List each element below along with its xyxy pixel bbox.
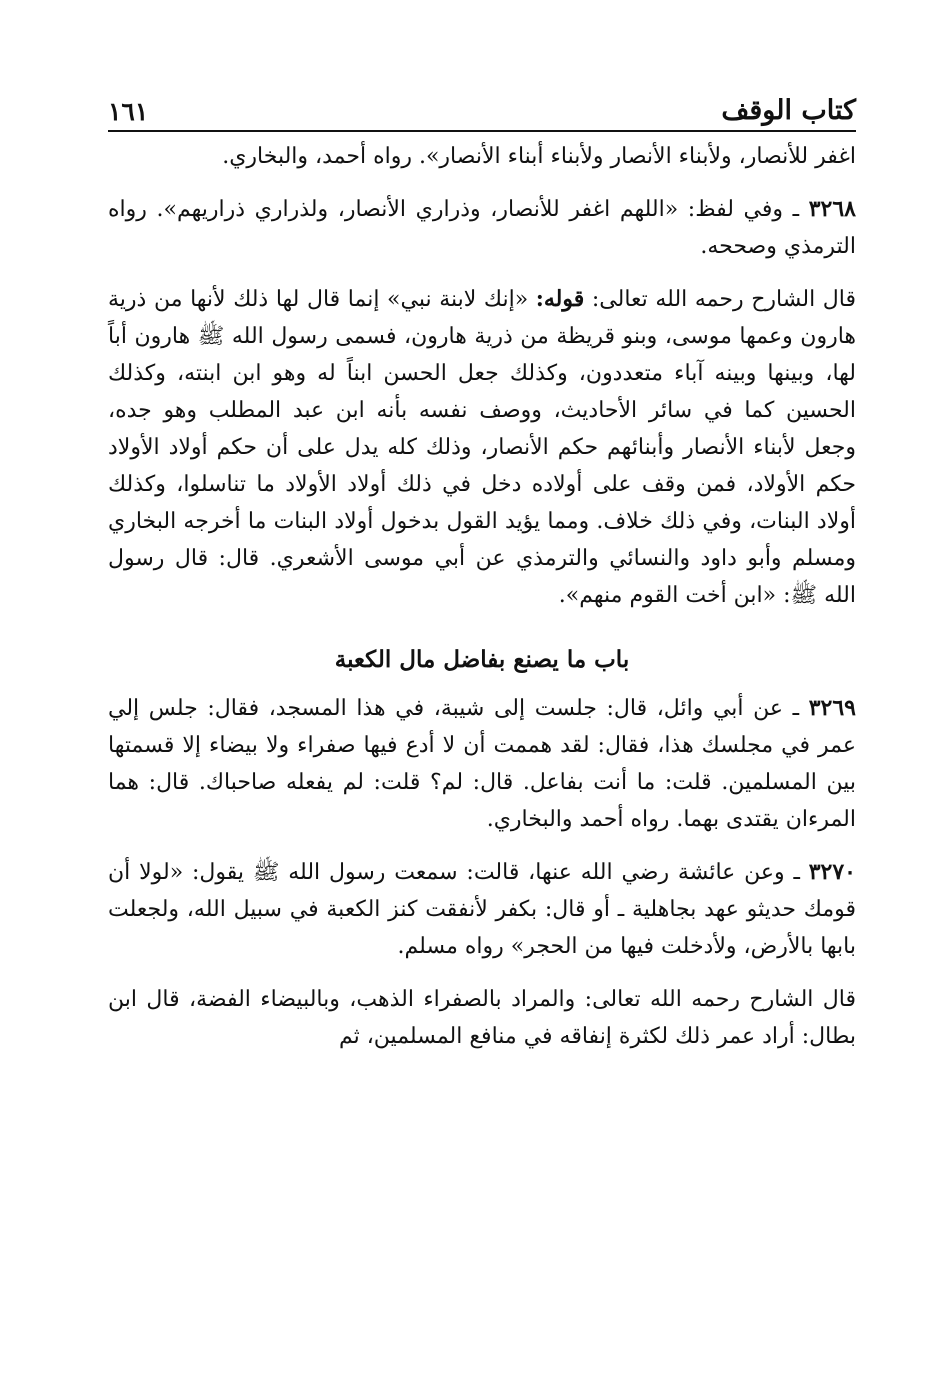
commentary-intro: قال الشارح رحمه الله تعالى: xyxy=(584,287,856,312)
commentary-keyword: قوله: xyxy=(535,286,585,312)
hadith-3269 xyxy=(108,690,856,838)
hadith-3268 xyxy=(108,191,856,265)
hadith-3270 xyxy=(108,854,856,965)
running-title: كتاب الوقف xyxy=(721,95,856,126)
chapter-title: باب ما يصنع بفاضل مال الكعبة xyxy=(334,646,630,673)
commentary-text: «إنك لابنة نبي» إنما قال لها ذلك لأنها من ذرية هارون وعمها موسى، وبنو قريظة من ذرية هارون، فسمى رسول الله ﷺ هارون أباً لها، وبينها وبينه آباء متعددون، وكذلك جعل الحسن ابناً له وهو ابن ابنته، وكذلك الحسين كما في سائر الأحاديث، ووصف نفسه بأنه ابن عبد المطلب وهو جده، وجعل لأبناء الأنصار وأبنائهم حكم الأنصار، وذلك كله يدل على أن حكم أولاد الأولاد حكم الأولاد، فمن وقف على أولاده دخل في ذلك أولاد الأولاد ما تناسلوا، وكذلك أولاد البنات، وفي ذلك خلاف. ومما يؤيد القول بدخول أولاد البنات ما أخرجه البخاري ومسلم وأبو داود والنسائي والترمذي عن أبي موسى الأشعري. قال: قال رسول الله ﷺ: «ابن أخت القوم منهم». xyxy=(108,287,856,608)
body-text xyxy=(108,138,856,1055)
commentary-paragraph xyxy=(108,281,856,614)
hadith-text: ـ وعن عائشة رضي الله عنها، قالت: سمعت رسول الله ﷺ يقول: «لولا أن قومك حديثو عهد بجاهلية ـ أو قال: بكفر لأنفقت كنز الكعبة في سبيل الله، ولجعلت بابها بالأرض، ولأدخلت فيها من الحجر» رواه مسلم. xyxy=(108,860,856,959)
page-header xyxy=(108,80,856,132)
commentary-paragraph-2 xyxy=(108,981,856,1055)
hadith-number: ٣٢٧٠ xyxy=(808,859,856,885)
hadith-number: ٣٢٦٩ xyxy=(808,695,856,721)
paragraph-continuation xyxy=(108,138,856,175)
hadith-text: ـ عن أبي وائل، قال: جلست إلى شيبة، في هذا المسجد، فقال: جلس إلي عمر في مجلسك هذا، فقال: لقد هممت أن لا أدع فيها صفراء ولا بيضاء إلا قسمتها بين المسلمين. قلت: ما أنت بفاعل. قال: لم؟ قلت: لم يفعله صاحباك. قال: هما المرءان يقتدى بهما. رواه أحمد والبخاري. xyxy=(108,696,856,832)
page-number: ١٦١ xyxy=(108,97,149,126)
commentary-text: قال الشارح رحمه الله تعالى: والمراد بالصفراء الذهب، وبالبيضاء الفضة، قال ابن بطال: أراد عمر ذلك لكثرة إنفاقه في منافع المسلمين، ثم xyxy=(108,987,856,1049)
paragraph-text: اغفر للأنصار، ولأبناء الأنصار ولأبناء أبناء الأنصار». رواه أحمد، والبخاري. xyxy=(222,144,856,169)
hadith-number: ٣٢٦٨ xyxy=(808,196,856,222)
hadith-text: ـ وفي لفظ: «اللهم اغفر للأنصار، وذراري الأنصار، ولذراري ذراريهم». رواه الترمذي وصححه. xyxy=(108,197,856,259)
